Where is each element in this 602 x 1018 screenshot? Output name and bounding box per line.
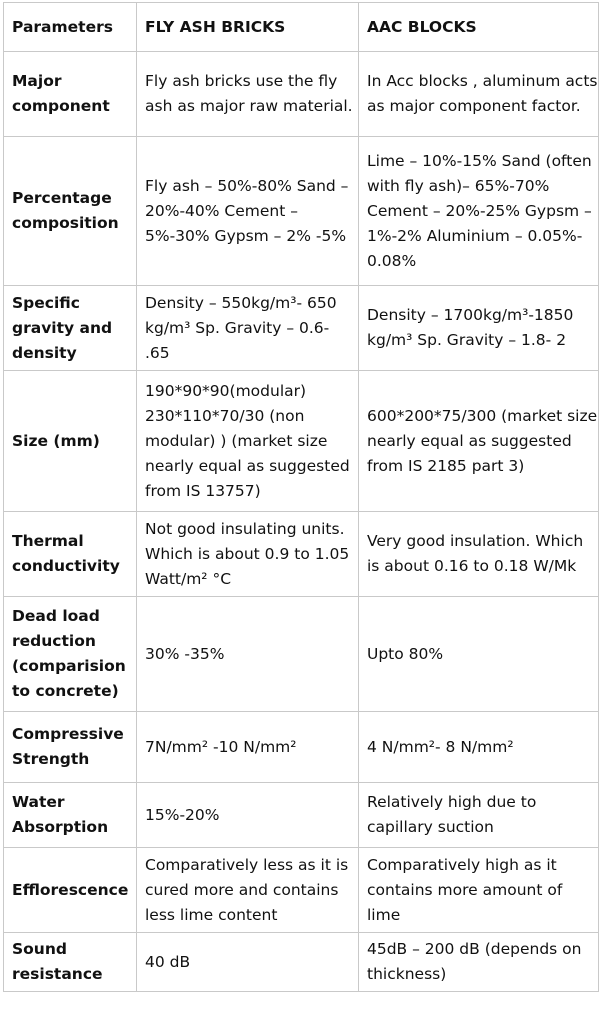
- row-fly-ash-value: Fly ash – 50%-80% Sand – 20%-40% Cement – 5%-30% Gypsm – 2% -5%: [137, 137, 359, 286]
- row-fly-ash-value: Fly ash bricks use the fly ash as major raw material.: [137, 52, 359, 137]
- row-aac-value: In Acc blocks , aluminum acts as major component factor.: [359, 52, 599, 137]
- row-aac-value: 45dB – 200 dB (depends on thickness): [359, 933, 599, 992]
- header-aac-blocks: AAC BLOCKS: [359, 3, 599, 52]
- row-aac-value: 4 N/mm²- 8 N/mm²: [359, 712, 599, 783]
- row-aac-value: Lime – 10%-15% Sand (often with fly ash)– 65%-70% Cement – 20%-25% Gypsm – 1%-2% Aluminium – 0.05%- 0.08%: [359, 137, 599, 286]
- row-fly-ash-value: 40 dB: [137, 933, 359, 992]
- row-aac-value: Very good insulation. Which is about 0.16 to 0.18 W/Mk: [359, 512, 599, 597]
- row-fly-ash-value: 15%-20%: [137, 783, 359, 848]
- table-row: [4, 712, 599, 783]
- row-parameter: Water Absorption: [4, 783, 137, 848]
- table-row: [4, 286, 599, 371]
- row-parameter: Specific gravity and density: [4, 286, 137, 371]
- table-row: [4, 371, 599, 512]
- row-aac-value: Relatively high due to capillary suction: [359, 783, 599, 848]
- row-fly-ash-value: Density – 550kg/m³- 650 kg/m³ Sp. Gravity – 0.6- .65: [137, 286, 359, 371]
- row-fly-ash-value: 30% -35%: [137, 597, 359, 712]
- table-row: [4, 512, 599, 597]
- row-aac-value: Upto 80%: [359, 597, 599, 712]
- header-fly-ash-bricks: FLY ASH BRICKS: [137, 3, 359, 52]
- header-parameters: Parameters: [4, 3, 137, 52]
- table-row: [4, 783, 599, 848]
- table-row: [4, 848, 599, 933]
- row-aac-value: Comparatively high as it contains more amount of lime: [359, 848, 599, 933]
- row-parameter: Thermal conductivity: [4, 512, 137, 597]
- comparison-table: [3, 2, 599, 992]
- table-row: [4, 137, 599, 286]
- row-parameter: Size (mm): [4, 371, 137, 512]
- row-parameter: Percentage composition: [4, 137, 137, 286]
- table-row: [4, 597, 599, 712]
- row-fly-ash-value: 190*90*90(modular) 230*110*70/30 (non modular) ) (market size nearly equal as suggested from IS 13757): [137, 371, 359, 512]
- row-parameter: Compressive Strength: [4, 712, 137, 783]
- row-parameter: Dead load reduction (comparision to concrete): [4, 597, 137, 712]
- row-fly-ash-value: Not good insulating units. Which is about 0.9 to 1.05 Watt/m² °C: [137, 512, 359, 597]
- row-parameter: Major component: [4, 52, 137, 137]
- row-aac-value: 600*200*75/300 (market size nearly equal as suggested from IS 2185 part 3): [359, 371, 599, 512]
- table-header-row: [4, 3, 599, 52]
- row-aac-value: Density – 1700kg/m³-1850 kg/m³ Sp. Gravity – 1.8- 2: [359, 286, 599, 371]
- row-parameter: Efflorescence: [4, 848, 137, 933]
- row-fly-ash-value: Comparatively less as it is cured more and contains less lime content: [137, 848, 359, 933]
- row-parameter: Sound resistance: [4, 933, 137, 992]
- row-fly-ash-value: 7N/mm² -10 N/mm²: [137, 712, 359, 783]
- table-row: [4, 52, 599, 137]
- table-row: [4, 933, 599, 992]
